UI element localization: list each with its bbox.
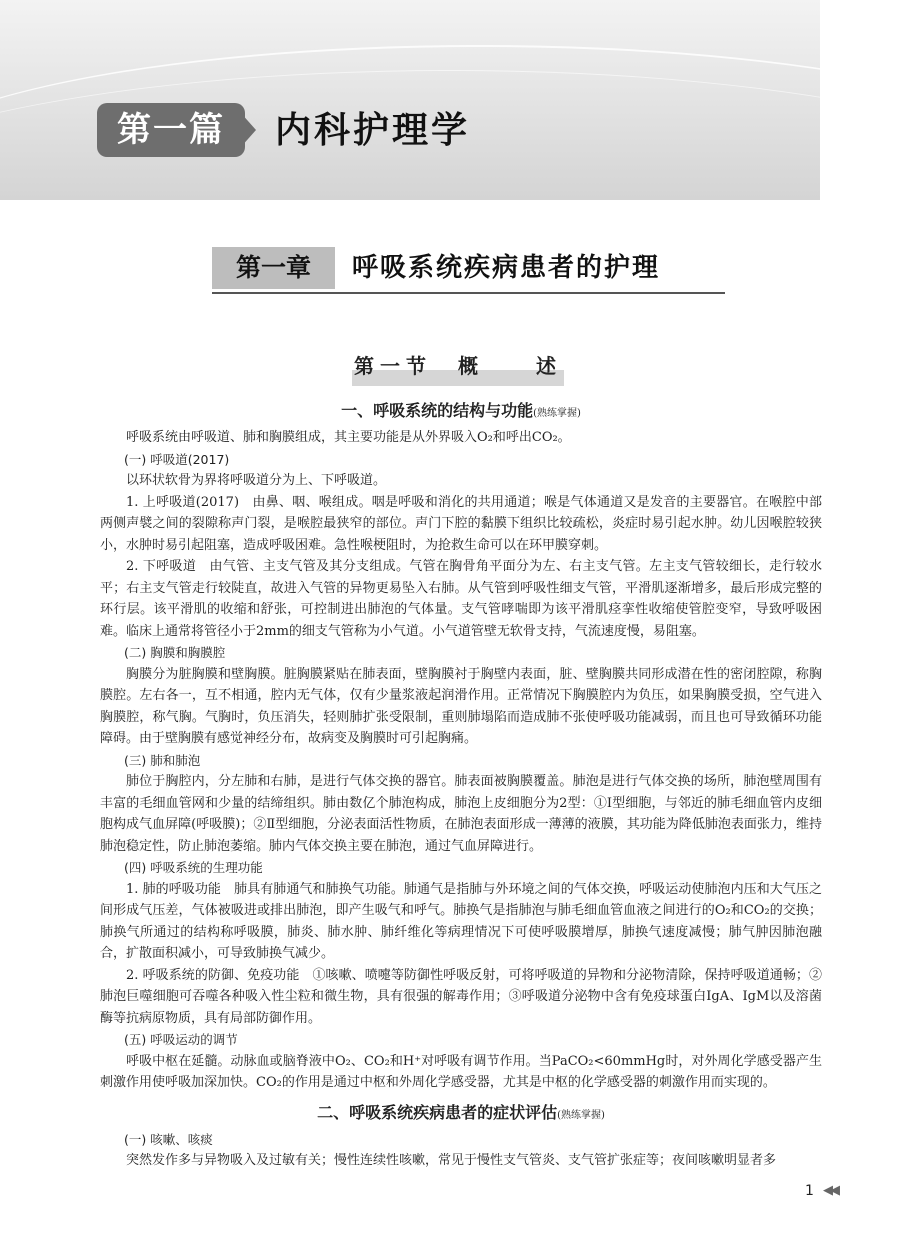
part-title: 内科护理学 xyxy=(275,109,471,151)
paragraph: 突然发作多与异物吸入及过敏有关；慢性连续性咳嗽，常见于慢性支气管炎、支气管扩张症等；夜间咳嗽明显者多 xyxy=(126,1153,777,1168)
paragraph: 以环状软骨为界将呼吸道分为上、下呼吸道。 xyxy=(126,473,387,488)
paragraph: 肺位于胸腔内，分左肺和右肺，是进行气体交换的器官。肺表面被胸膜覆盖。肺泡是进行气体交换的场所，肺泡壁周围有丰富的毛细血管网和少量的结缔组织。肺由数亿个肺泡构成，肺泡上皮细胞分为2型：①Ⅰ型细胞，与邻近的肺毛细血管内皮细胞构成气血屏障(呼吸膜)；②Ⅱ型细胞，分泌表面活性物质，在肺泡表面形成一薄薄的液膜，其功能为降低肺泡表面张力，维持肺泡稳定性，防止肺泡萎缩。肺内气体交换主要在肺泡，通过气血屏障进行。 xyxy=(100,774,822,854)
paragraph: 呼吸中枢在延髓。动脉血或脑脊液中O₂、CO₂和H⁺对呼吸有调节作用。当PaCO₂<60mmHg时，对外周化学感受器产生刺激作用使呼吸加深加快。CO₂的作用是通过中枢和外周化学感受器，尤其是中枢的化学感受器的刺激作用而实现的。 xyxy=(100,1053,822,1090)
heading-structure-function xyxy=(100,398,822,427)
paragraph: 2. 下呼吸道 由气管、主支气管及其分支组成。气管在胸骨角平面分为左、右主支气管。左主支气管较细长，走行较水平；右主支气管走行较陡直，故进入气管的异物更易坠入右肺。从气管到呼吸性细支气管，平滑肌逐渐增多，最后形成完整的环行层。该平滑肌的收缩和舒张，可控制进出肺泡的气体量。支气管哮喘即为该平滑肌痉挛性收缩使管腔变窄，导致呼吸困难。临床上通常将管径小于2mm的细支气管称为小气道。小气道管壁无软骨支持，气流速度慢，易阻塞。 xyxy=(100,559,822,639)
chapter-divider xyxy=(212,292,725,294)
heading-text: 一、呼吸系统的结构与功能 xyxy=(341,401,534,420)
heading-note: (熟练掌握) xyxy=(533,408,581,419)
paragraph: 胸膜分为脏胸膜和壁胸膜。脏胸膜紧贴在肺表面，壁胸膜衬于胸壁内表面，脏、壁胸膜共同形成潜在性的密闭腔隙，称胸膜腔。左右各一，互不相通，腔内无气体，仅有少量浆液起润滑作用。正常情况下胸膜腔内为负压，如果胸膜受损，空气进入胸膜腔，称气胸。气胸时，负压消失，轻则肺扩张受限制，重则肺塌陷而造成肺不张使呼吸功能减弱，而且也可导致循环功能障碍。由于壁胸膜有感觉神经分布，故病变及胸膜时可引起胸痛。 xyxy=(100,666,822,746)
subheading-cough: (一) 咳嗽、咳痰 xyxy=(124,1131,213,1147)
part-label: 第一篇 xyxy=(97,103,245,157)
chapter-label: 第一章 xyxy=(212,247,335,289)
chevron-right-icon xyxy=(240,112,256,148)
paragraph: 呼吸系统由呼吸道、肺和胸膜组成，其主要功能是从外界吸入O₂和呼出CO₂。 xyxy=(126,430,571,445)
body-content xyxy=(100,396,822,1172)
header-band xyxy=(0,0,820,200)
paragraph: 1. 肺的呼吸功能 肺具有肺通气和肺换气功能。肺通气是指肺与外环境之间的气体交换，呼吸运动使肺泡内压和大气压之间形成气压差，气体被吸进或排出肺泡，即产生吸气和呼气。肺换气是指肺泡与肺毛细血管血液之间进行的O₂和CO₂的交换；肺换气所通过的结构称呼吸膜，肺炎、肺水肿、肺纤维化等病理情况下可使呼吸膜增厚，肺换气速度减慢；肺气肿因肺泡融合，扩散面积减小，可导致肺换气减少。 xyxy=(100,881,822,961)
subheading-airway: (一) 呼吸道(2017) xyxy=(124,451,230,467)
paragraph: 2. 呼吸系统的防御、免疫功能 ①咳嗽、喷嚏等防御性呼吸反射，可将呼吸道的异物和分泌物清除，保持呼吸道通畅；②肺泡巨噬细胞可吞噬各种吸入性尘粒和微生物，具有很强的解毒作用；③呼吸道分泌物中含有免疫球蛋白IgA、IgM以及溶菌酶等抗病原物质，具有局部防御作用。 xyxy=(100,967,822,1026)
subheading-lung-alveoli: (三) 肺和肺泡 xyxy=(124,752,201,768)
subheading-physiology: (四) 呼吸系统的生理功能 xyxy=(124,860,263,875)
subheading-regulation: (五) 呼吸运动的调节 xyxy=(124,1032,238,1047)
page-number: 1 xyxy=(805,1183,814,1199)
chapter-title: 呼吸系统疾病患者的护理 xyxy=(352,253,661,283)
section-title: 第一节 概 述 xyxy=(352,350,564,386)
heading-text: 二、呼吸系统疾病患者的症状评估 xyxy=(317,1102,558,1122)
paragraph: 1. 上呼吸道(2017) 由鼻、咽、喉组成。咽是呼吸和消化的共用通道；喉是气体通道又是发音的主要器官。在喉腔中部两侧声襞之间的裂隙称声门裂，是喉腔最狭窄的部位。声门下腔的黏膜下组织比较疏松，炎症时易引起水肿。幼儿因喉腔较狭小，水肿时易引起阻塞，造成呼吸困难。急性喉梗阻时，为抢救生命可以在环甲膜穿刺。 xyxy=(100,494,822,553)
subheading-pleura: (二) 胸膜和胸膜腔 xyxy=(124,645,226,660)
heading-note: (熟练掌握) xyxy=(557,1109,605,1121)
heading-symptom-assessment xyxy=(100,1100,822,1129)
double-chevron-left-icon: ◀◀ xyxy=(823,1183,837,1198)
